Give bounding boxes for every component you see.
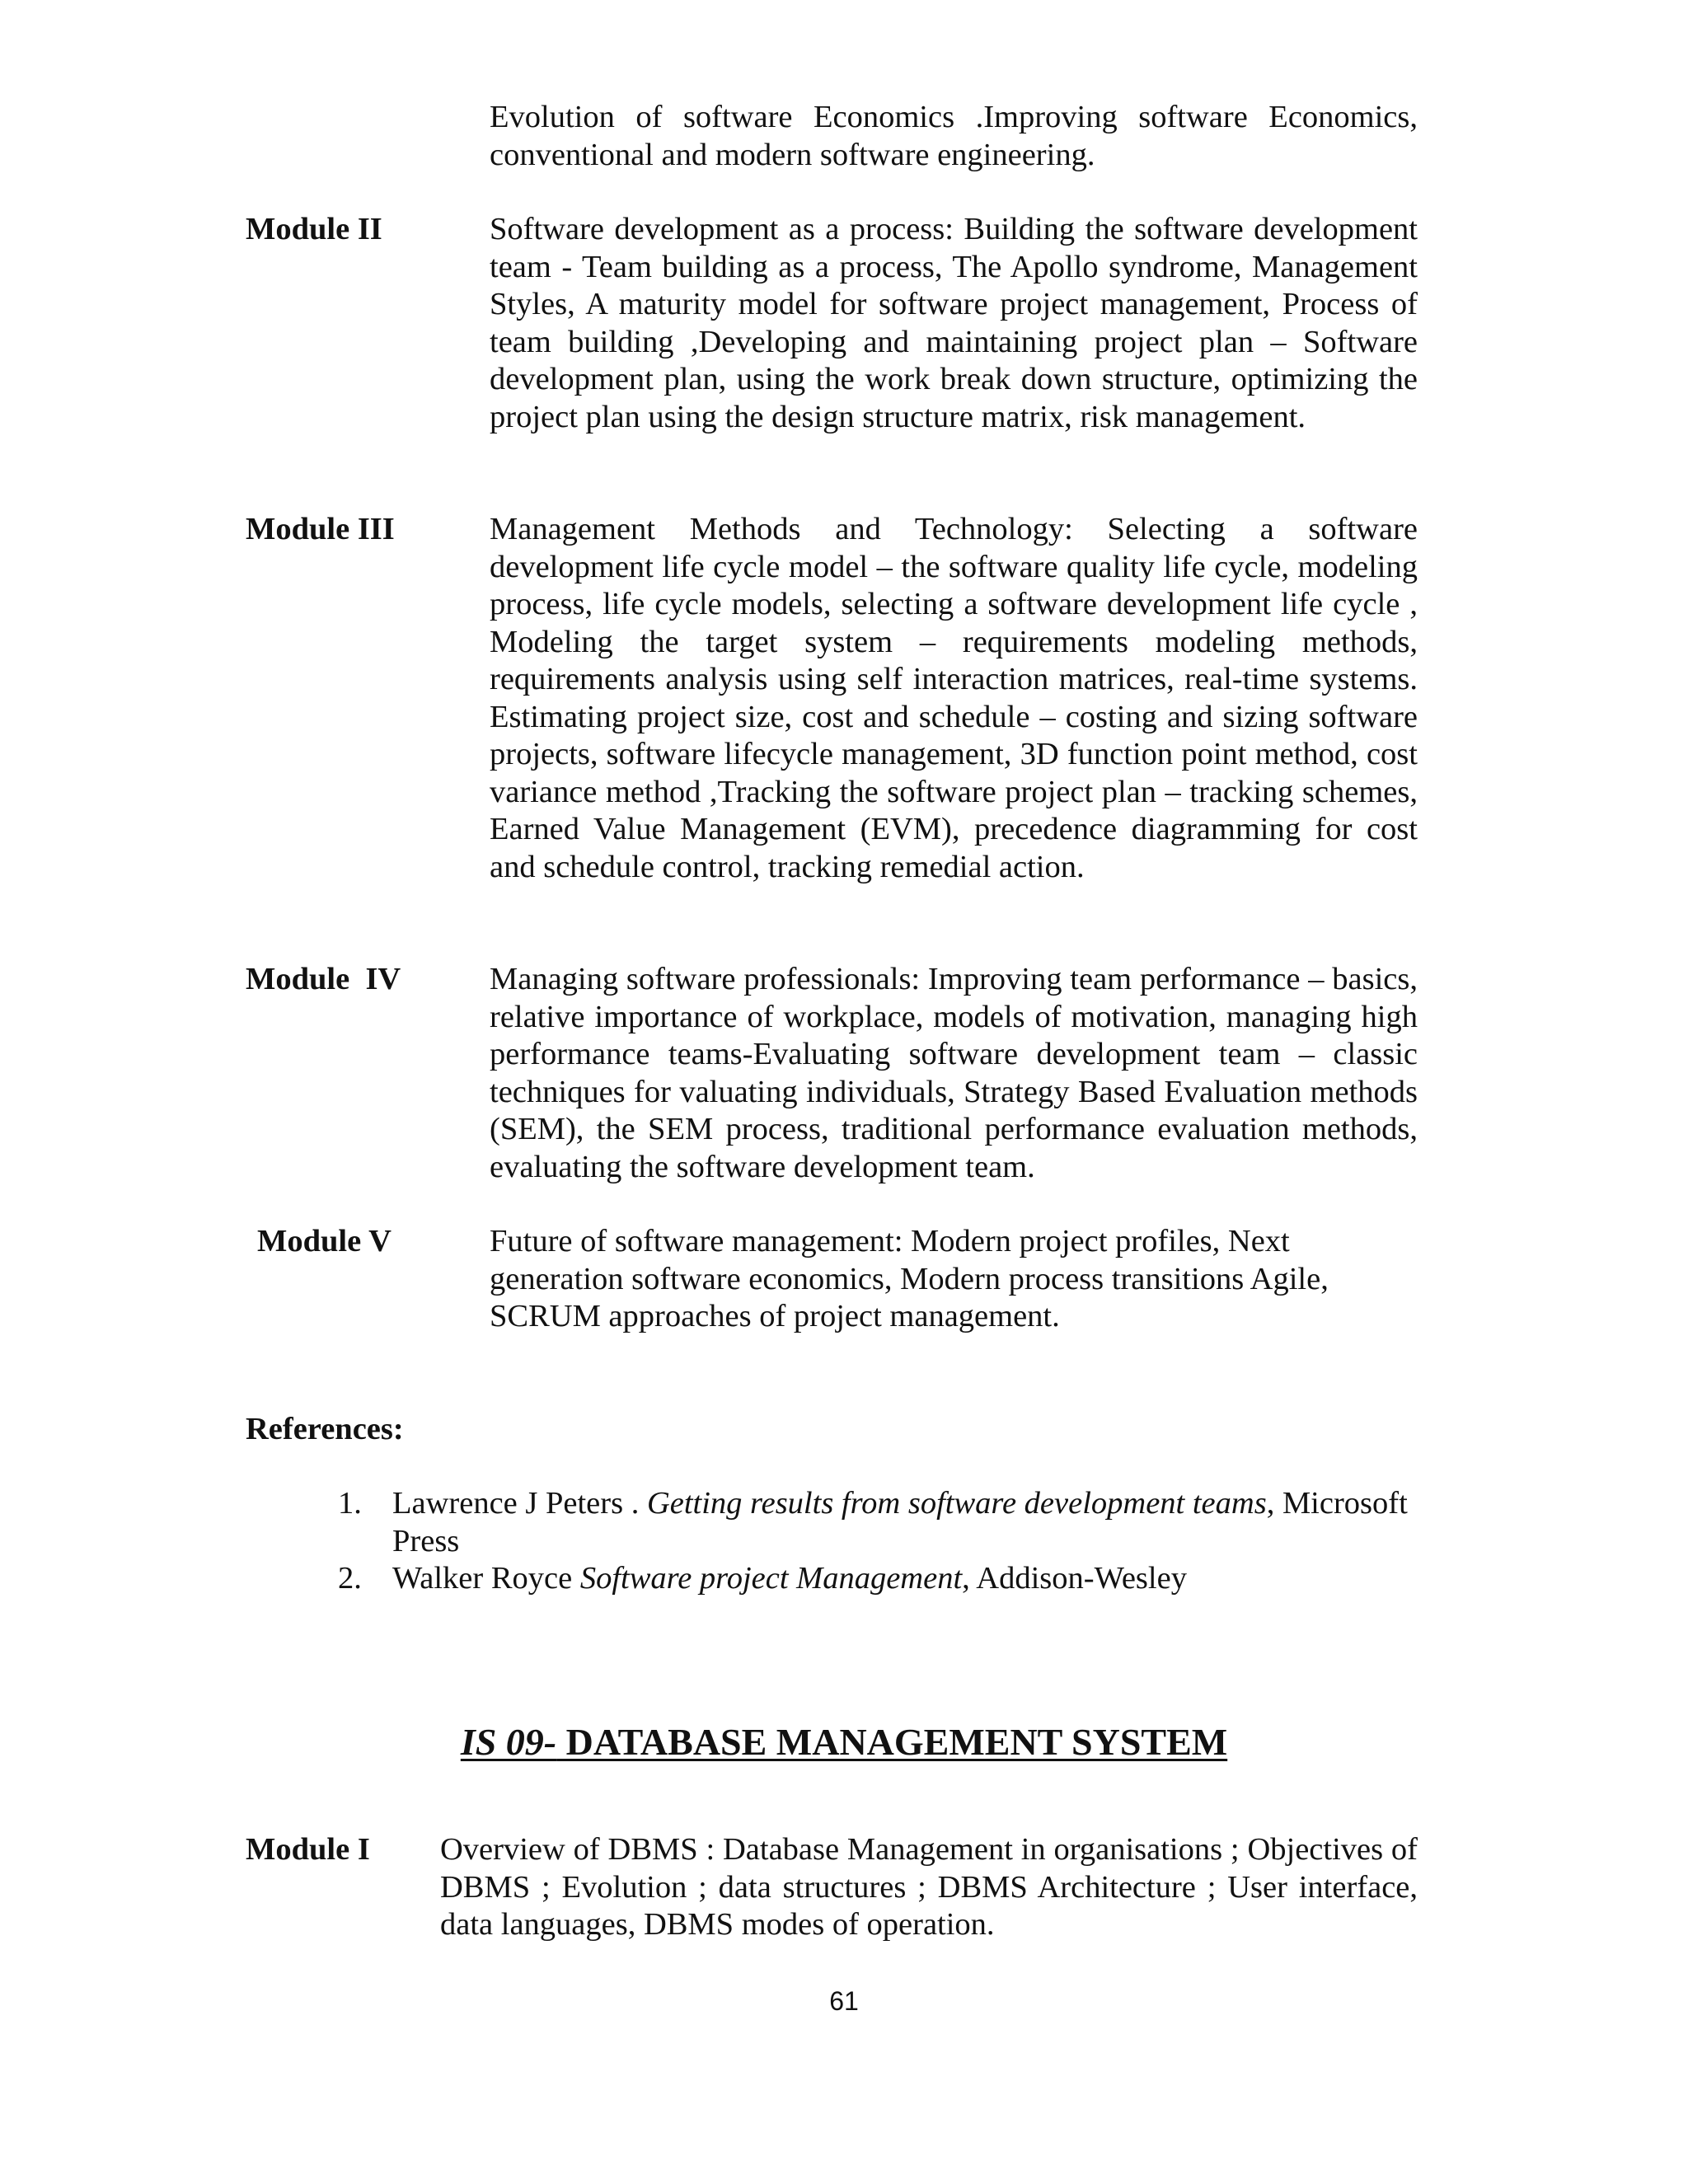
reference-number: 1. — [338, 1486, 362, 1521]
reference-author: Lawrence J Peters . — [392, 1486, 647, 1521]
module-iv-text: Managing software professionals: Improving team performance – basics, relative importance of workplace, models of motivation, managing high performance teams-Evaluating software development team – classic techniques for valuating individuals, Strategy Based Evaluation methods (SEM), the SEM process, traditional performance evaluation methods, evaluating the software development team. — [490, 962, 1418, 1184]
reference-publisher: , Microsoft Press — [392, 1486, 1408, 1558]
references-heading: References: — [246, 1412, 404, 1446]
reference-number: 2. — [338, 1561, 362, 1596]
reference-item — [338, 1485, 1409, 1560]
module-iii-label: Module III — [246, 512, 395, 546]
course-code: IS 09- — [460, 1721, 557, 1763]
reference-title: Getting results from software development teams — [646, 1486, 1267, 1521]
intro-paragraph: Evolution of software Economics .Improving software Economics, conventional and modern software engineering. — [490, 100, 1418, 172]
reference-author: Walker Royce — [392, 1561, 580, 1596]
module-ii-text: Software development as a process: Building the software development team - Team building as a process, The Apollo syndrome, Management Styles, A maturity model for software project management, Process of team building ,Developing and maintaining project plan – Software development plan, using the work break down structure, optimizing the project plan using the design structure matrix, risk management. — [490, 212, 1418, 434]
module-iv-label: Module IV — [246, 962, 401, 996]
course-name: DATABASE MANAGEMENT SYSTEM — [556, 1721, 1228, 1763]
module-ii-label: Module II — [246, 212, 382, 246]
module-v-text: Future of software management: Modern project profiles, Next generation software economics, Modern process transitions Agile, SCRUM approaches of project management. — [490, 1224, 1329, 1333]
references-list — [338, 1485, 1409, 1598]
reference-title: Software project Management — [579, 1561, 963, 1596]
module-iii-text: Management Methods and Technology: Selecting a software development life cycle model – the software quality life cycle, modeling process, life cycle models, selecting a software development life cycle , Modeling the target system – requirements modeling methods, requirements analysis using self interaction matrices, real-time systems. Estimating project size, cost and schedule – costing and sizing software projects, software lifecycle management, 3D function point method, cost variance method ,Tracking the software project plan – tracking schemes, Earned Value Management (EVM), precedence diagramming for cost and schedule control, tracking remedial action. — [490, 512, 1418, 884]
dbms-module-i-text: Overview of DBMS : Database Management in organisations ; Objectives of DBMS ; Evolution ; data structures ; DBMS Architecture ; User interface, data languages, DBMS modes of operation. — [440, 1832, 1418, 1942]
course-title — [0, 1719, 1688, 1765]
module-v-label: Module V — [257, 1224, 392, 1258]
dbms-module-i-label: Module I — [246, 1832, 370, 1867]
page-number: 61 — [829, 1986, 859, 2016]
reference-publisher: , Addison-Wesley — [962, 1561, 1187, 1596]
reference-item — [338, 1560, 1409, 1598]
